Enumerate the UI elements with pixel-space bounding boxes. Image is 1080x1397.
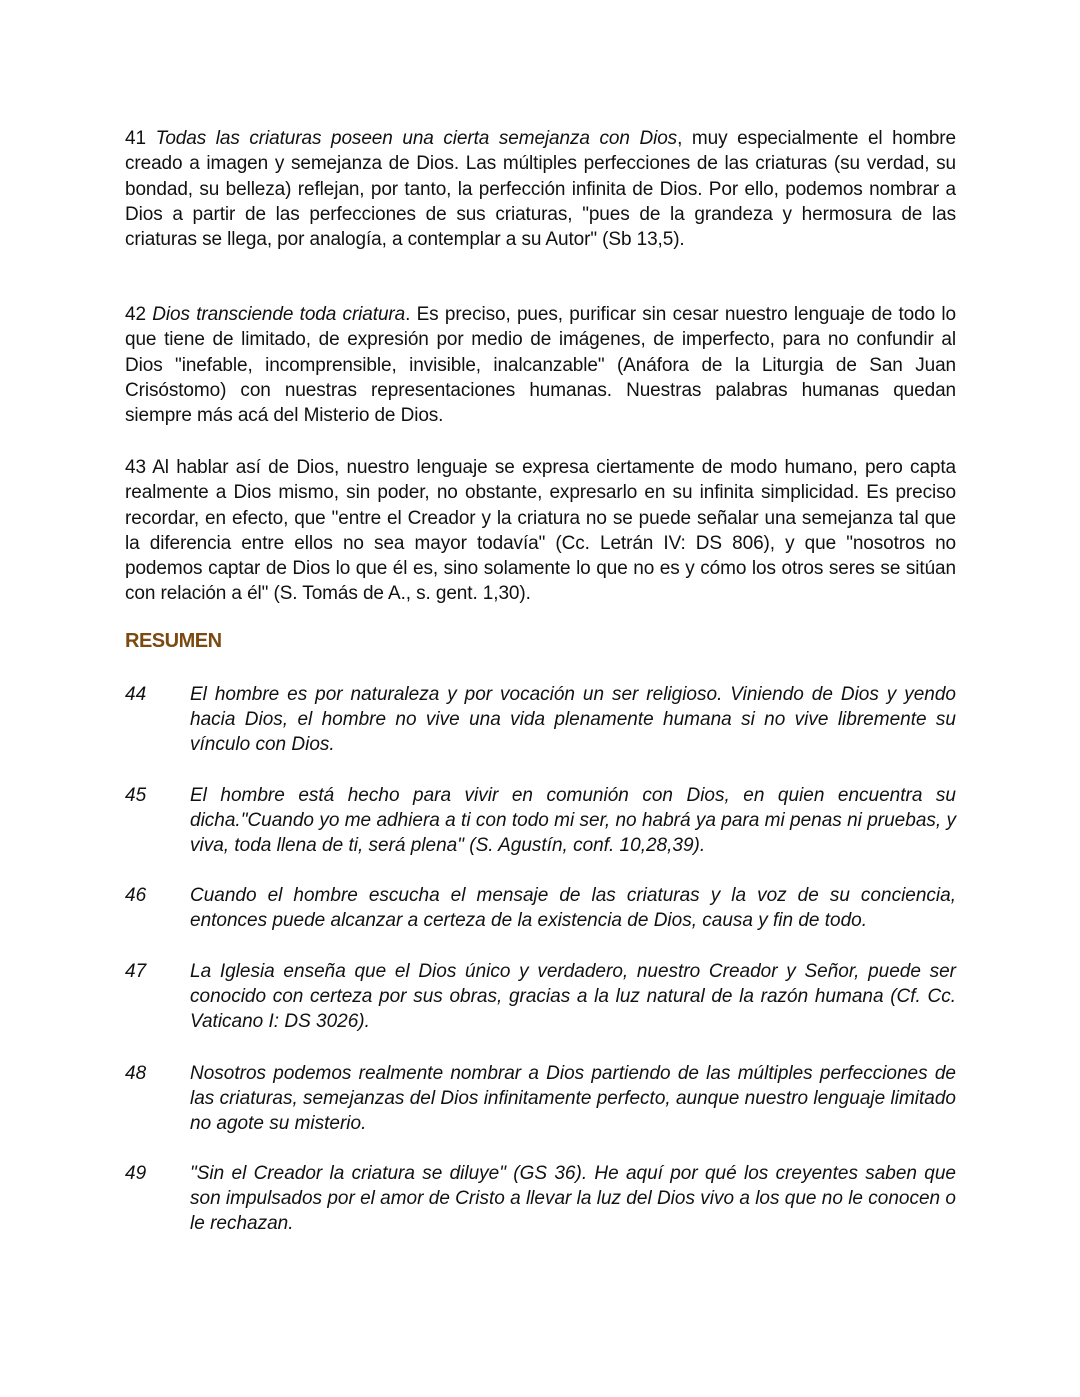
paragraph-number: 42	[125, 304, 146, 325]
item-number: 44	[125, 684, 147, 705]
summary-item	[125, 682, 956, 757]
paragraph-41	[125, 126, 956, 252]
item-text: Cuando el hombre escucha el mensaje de las criaturas y la voz de su conciencia, entonces puede alcanzar a certeza de la existencia de Dios, causa y fin de todo.	[190, 885, 956, 931]
item-text: Nosotros podemos realmente nombrar a Dios partiendo de las múltiples perfecciones de las criaturas, semejanzas del Dios infinitamente perfecto, aunque nuestro lenguaje limitado no agote su misterio.	[190, 1063, 956, 1134]
paragraph-number: 43	[125, 457, 146, 478]
summary-item	[125, 883, 956, 933]
section-heading: RESUMEN	[125, 630, 222, 652]
item-number: 45	[125, 785, 147, 806]
paragraph-text: Al hablar así de Dios, nuestro lenguaje se expresa ciertamente de modo humano, pero capta realmente a Dios mismo, sin poder, no obstante, expresarlo en su infinita simplicidad. Es preciso recordar, en efecto, que "entre el Creador y la criatura no se puede señalar una semejanza tal que la diferencia entre ellos no sea mayor todavía" (Cc. Letrán IV: DS 806), y que "nosotros no podemos captar de Dios lo que él es, sino solamente lo que no es y cómo los otros seres se sitúan con relación a él" (S. Tomás de A., s. gent. 1,30).	[125, 457, 956, 605]
paragraph-43	[125, 455, 956, 607]
item-text: "Sin el Creador la criatura se diluye" (GS 36). He aquí por qué los creyentes saben que son impulsados por el amor de Cristo a llevar la luz del Dios vivo a los que no le conocen o le rechazan.	[190, 1163, 956, 1234]
summary-item	[125, 959, 956, 1034]
item-number: 47	[125, 961, 147, 982]
paragraph-text: . Es preciso, pues, purificar sin cesar nuestro lenguaje de todo lo que tiene de limitado, de expresión por medio de imágenes, de imperfecto, para no confundir al Dios "inefable, incomprensible, invisible, inalcanzable" (Anáfora de la Liturgia de San Juan Crisóstomo) con nuestras representaciones humanas. Nuestras palabras humanas quedan siempre más acá del Misterio de Dios.	[125, 304, 956, 427]
item-text: El hombre está hecho para vivir en comunión con Dios, en quien encuentra su dicha."Cuando yo me adhiera a ti con todo mi ser, no habrá ya para mi penas ni pruebas, y viva, toda llena de ti, será plena" (S. Agustín, conf. 10,28,39).	[190, 785, 956, 856]
item-number: 46	[125, 885, 147, 906]
paragraph-emphasis: Todas las criaturas poseen una cierta semejanza con Dios	[155, 128, 678, 149]
item-text: El hombre es por naturaleza y por vocación un ser religioso. Viniendo de Dios y yendo hacia Dios, el hombre no vive una vida plenamente humana si no vive libremente su vínculo con Dios.	[190, 684, 956, 755]
summary-item	[125, 783, 956, 858]
item-number: 48	[125, 1063, 147, 1084]
summary-item	[125, 1061, 956, 1136]
item-text: La Iglesia enseña que el Dios único y verdadero, nuestro Creador y Señor, puede ser conocido con certeza por sus obras, gracias a la luz natural de la razón humana (Cf. Cc. Vaticano I: DS 3026).	[190, 961, 956, 1032]
summary-item	[125, 1161, 956, 1236]
paragraph-emphasis: Dios transciende toda criatura	[152, 304, 406, 325]
paragraph-number: 41	[125, 128, 146, 149]
item-number: 49	[125, 1163, 147, 1184]
paragraph-42	[125, 302, 956, 428]
paragraph-text: , muy especialmente el hombre creado a imagen y semejanza de Dios. Las múltiples perfecciones de las criaturas (su verdad, su bondad, su belleza) reflejan, por tanto, la perfección infinita de Dios. Por ello, podemos nombrar a Dios a partir de las perfecciones de sus criaturas, "pues de la grandeza y hermosura de las criaturas se llega, por analogía, a contemplar a su Autor" (Sb 13,5).	[125, 128, 956, 251]
